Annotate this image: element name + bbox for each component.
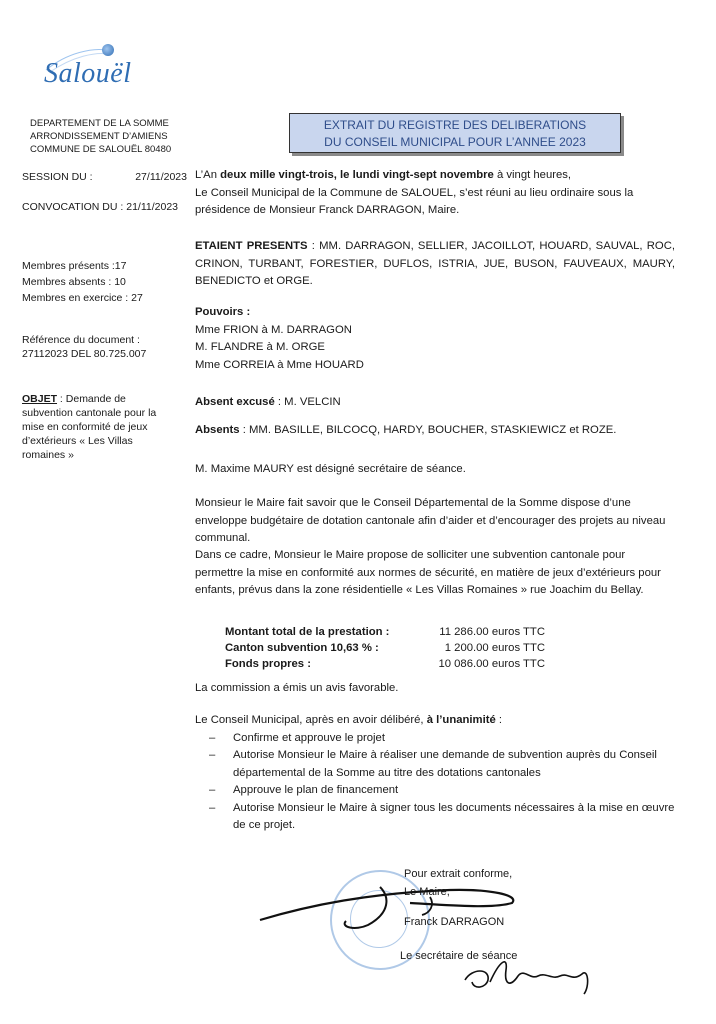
presents-label: ETAIENT PRESENTS bbox=[195, 240, 308, 252]
pouvoirs bbox=[195, 304, 675, 374]
decision-list bbox=[195, 730, 675, 835]
session-date: 27/11/2023 bbox=[135, 171, 187, 183]
members-absent: Membres absents : 10 bbox=[22, 276, 126, 288]
finance-label: Fonds propres : bbox=[225, 658, 311, 670]
finance-table bbox=[225, 624, 545, 672]
decision-intro bbox=[195, 712, 675, 730]
intro-line bbox=[195, 167, 675, 185]
pouvoirs-label: Pouvoirs : bbox=[195, 306, 251, 318]
commission: La commission a émis un avis favorable. bbox=[195, 682, 399, 694]
finance-value: 11 286.00 euros TTC bbox=[439, 626, 545, 638]
decision-item: – Autorise Monsieur le Maire à réaliser une demande de subvention auprès du Conseil départemental de la Somme au titre des dotations cantonales bbox=[195, 747, 675, 782]
dept-line: ARRONDISSEMENT D’AMIENS bbox=[30, 131, 168, 142]
session-row bbox=[22, 170, 187, 184]
department-header bbox=[30, 117, 171, 156]
convocation: CONVOCATION DU : 21/11/2023 bbox=[22, 201, 178, 213]
members-exercice: Membres en exercice : 27 bbox=[22, 292, 143, 304]
intro bbox=[195, 167, 675, 220]
finance-row bbox=[225, 640, 545, 656]
finance-row bbox=[225, 624, 545, 640]
paragraph-1: Monsieur le Maire fait savoir que le Conseil Départemental de la Somme dispose d’une enveloppe budgétaire de dotation cantonale afin d’aider et d’encourager des projets au niveau communal. bbox=[195, 497, 666, 544]
pouvoir-item: Mme CORREIA à Mme HOUARD bbox=[195, 358, 364, 371]
mayor-signature bbox=[250, 875, 540, 935]
absents bbox=[195, 422, 675, 440]
members-present: Membres présents :17 bbox=[22, 260, 127, 272]
reference-value: 27112023 DEL 80.725.007 bbox=[22, 348, 147, 360]
absent-excuse bbox=[195, 394, 675, 412]
signature-line2: Le Maire, bbox=[404, 886, 450, 898]
globe-icon bbox=[102, 44, 114, 56]
logo-text: Salouël bbox=[44, 58, 132, 89]
dept-line: COMMUNE DE SALOUËL 80480 bbox=[30, 144, 172, 155]
pouvoir-item: M. FLANDRE à M. ORGE bbox=[195, 341, 325, 353]
reference-label: Référence du document : bbox=[22, 334, 140, 346]
members-counts bbox=[22, 258, 143, 306]
presents-list: : MM. DARRAGON, SELLIER, JACOILLOT, HOUARD, SAUVAL, ROC, CRINON, TURBANT, FORESTIER, DUFLOS, ISTRIA, JUE, BUSON, FAUVEAUX, MAURY, BENEDICTO et ORGE. bbox=[195, 240, 675, 287]
decision-text-a: Le Conseil Municipal, après en avoir délibéré, bbox=[195, 714, 427, 726]
intro-paragraph: Le Conseil Municipal de la Commune de SALOUEL, s’est réuni au lieu ordinaire sous la présidence de Monsieur Franck DARRAGON, Maire. bbox=[195, 186, 634, 216]
finance-label: Canton subvention 10,63 % : bbox=[225, 642, 379, 654]
intro-text-a: L’An bbox=[195, 169, 221, 181]
session-label: SESSION DU : bbox=[22, 171, 93, 183]
commune-logo bbox=[38, 40, 168, 100]
paragraph-2: Dans ce cadre, Monsieur le Maire propose de solliciter une subvention cantonale pour permettre la mise en conformité aux normes de sécurité, en matière de jeux d’extérieurs pour enfants, prévus dans la zone résidentielle « Les Villas Romaines » rue Joachim du Bellay. bbox=[195, 549, 661, 596]
decision-item: – Approuve le plan de financement bbox=[195, 782, 675, 800]
secretaire: M. Maxime MAURY est désigné secrétaire de séance. bbox=[195, 463, 466, 475]
pouvoir-item: Mme FRION à M. DARRAGON bbox=[195, 323, 352, 336]
absents-label: Absents bbox=[195, 424, 240, 436]
mayor-name: Franck DARRAGON bbox=[404, 916, 505, 928]
register-title-line2: DU CONSEIL MUNICIPAL POUR L’ANNEE 2023 bbox=[324, 135, 586, 149]
intro-text-b: à vingt heures, bbox=[493, 169, 572, 181]
objet-label: OBJET bbox=[22, 393, 58, 405]
dept-line: DEPARTEMENT DE LA SOMME bbox=[30, 118, 169, 129]
secretary-signature bbox=[460, 950, 600, 1000]
decision-text-b: : bbox=[495, 714, 503, 726]
excuse-text: : M. VELCIN bbox=[274, 396, 341, 408]
decision-unanimite: à l’unanimité bbox=[426, 714, 496, 726]
finance-label: Montant total de la prestation : bbox=[225, 626, 390, 638]
objet-text: : Demande de subvention cantonale pour la mise en conformité de jeux d’extérieurs « Les Villas romaines » bbox=[22, 393, 157, 461]
decision-item: – Confirme et approuve le projet bbox=[195, 730, 675, 748]
finance-value: 1 200.00 euros TTC bbox=[444, 642, 545, 654]
excuse-label: Absent excusé bbox=[195, 396, 275, 408]
intro-date: deux mille vingt-trois, le lundi vingt-sept novembre bbox=[220, 169, 494, 181]
objet bbox=[22, 392, 162, 462]
signature-line1: Pour extrait conforme, bbox=[404, 868, 513, 880]
decision bbox=[195, 712, 675, 835]
secretary-label: Le secrétaire de séance bbox=[400, 950, 518, 962]
register-title-box bbox=[289, 113, 621, 153]
absents-text: : MM. BASILLE, BILCOCQ, HARDY, BOUCHER, STASKIEWICZ et ROZE. bbox=[239, 424, 617, 436]
finance-value: 10 086.00 euros TTC bbox=[438, 658, 545, 670]
register-title-line1: EXTRAIT DU REGISTRE DES DELIBERATIONS bbox=[323, 118, 587, 132]
decision-item: – Autorise Monsieur le Maire à signer tous les documents nécessaires à la mise en œuvre de ce projet. bbox=[195, 800, 675, 835]
finance-row bbox=[225, 656, 545, 672]
document-reference bbox=[22, 333, 146, 361]
presents bbox=[195, 238, 675, 291]
